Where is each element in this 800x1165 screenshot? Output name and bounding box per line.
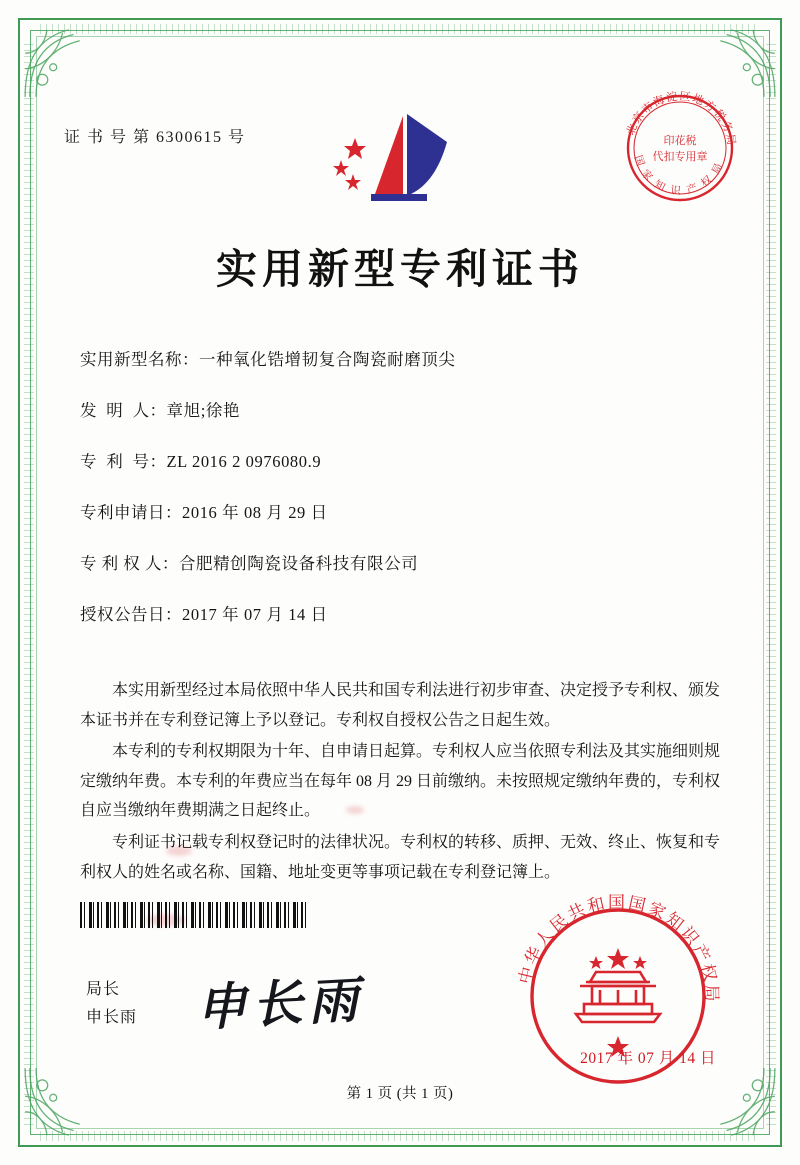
signature-labels xyxy=(86,976,137,1032)
field-row xyxy=(80,499,730,523)
field-row xyxy=(80,550,730,574)
stamp-smudge xyxy=(346,806,364,814)
field-label: 发 明 人： xyxy=(80,401,167,420)
border-texture-bottom xyxy=(40,1131,760,1141)
svg-text:代扣专用章: 代扣专用章 xyxy=(652,150,708,163)
svg-text:北京市海淀区地方税务局: 北京市海淀区地方税务局 xyxy=(623,89,739,148)
svg-text:国 家 知 识 产 权 局: 国 家 知 识 产 权 局 xyxy=(631,153,727,198)
national-seal-stamp xyxy=(508,886,728,1106)
field-label: 专 利 权 人： xyxy=(80,554,179,573)
certificate-content xyxy=(46,46,754,1119)
field-value: 2017 年 07 月 14 日 xyxy=(182,605,328,624)
signature-role: 局长 xyxy=(86,981,121,998)
signature-name: 申长雨 xyxy=(86,1009,138,1026)
svg-text:印花税: 印花税 xyxy=(663,134,697,147)
body-paragraphs xyxy=(80,676,720,889)
field-value: 合肥精创陶瓷设备科技有限公司 xyxy=(178,554,419,573)
field-row xyxy=(80,346,730,370)
svg-text:中华人民共和国国家知识产权局: 中华人民共和国国家知识产权局 xyxy=(515,892,722,1005)
paragraph: 本实用新型经过本局依照中华人民共和国专利法进行初步审查、决定授予专利权、颁发本证书并在专利登记簿上予以登记。专利权自授权公告之日起生效。 xyxy=(80,682,721,729)
field-label: 专利申请日： xyxy=(80,503,182,522)
tax-seal-stamp xyxy=(616,84,744,212)
field-label: 专 利 号： xyxy=(80,452,167,471)
field-value: 一种氧化锆增韧复合陶瓷耐磨顶尖 xyxy=(199,350,456,369)
field-label: 授权公告日： xyxy=(80,605,182,624)
paragraph: 专利证书记载专利权登记时的法律状况。专利权的转移、质押、无效、终止、恢复和专利权人的姓名或名称、国籍、地址变更等事项记载在专利登记簿上。 xyxy=(80,833,721,881)
page-title: 实用新型专利证书 xyxy=(216,245,584,293)
paragraph: 本专利的专利权期限为十年、自申请日起算。专利权人应当依照专利法及其实施细则规定缴纳年费。本专利的年费应当在每年 08 月 29 日前缴纳。未按照规定缴纳年费的，专利权自应当缴纳年费期满之日起终止。 xyxy=(80,743,721,820)
handwritten-signature: 申长雨 xyxy=(194,969,366,1038)
field-value: ZL 2016 2 0976080.9 xyxy=(166,452,322,471)
field-value: 2016 年 08 月 29 日 xyxy=(182,503,328,522)
border-texture-right xyxy=(766,40,776,1125)
page-footer: 第 1 页 (共 1 页) xyxy=(346,1086,454,1102)
field-row xyxy=(80,448,730,472)
certificate-number: 证 书 号 第 6300615 号 xyxy=(64,129,246,146)
seal-date: 2017 年 07 月 14 日 xyxy=(580,1050,716,1067)
field-list xyxy=(80,346,730,652)
field-label: 实用新型名称： xyxy=(80,350,199,369)
field-value: 章旭;徐艳 xyxy=(166,401,241,420)
border-texture-top xyxy=(40,24,760,34)
field-row xyxy=(80,397,730,421)
stamp-smudge xyxy=(166,846,192,856)
field-row xyxy=(80,601,730,625)
border-texture-left xyxy=(24,40,34,1125)
sipo-logo-icon xyxy=(315,108,485,218)
barcode xyxy=(80,902,310,928)
